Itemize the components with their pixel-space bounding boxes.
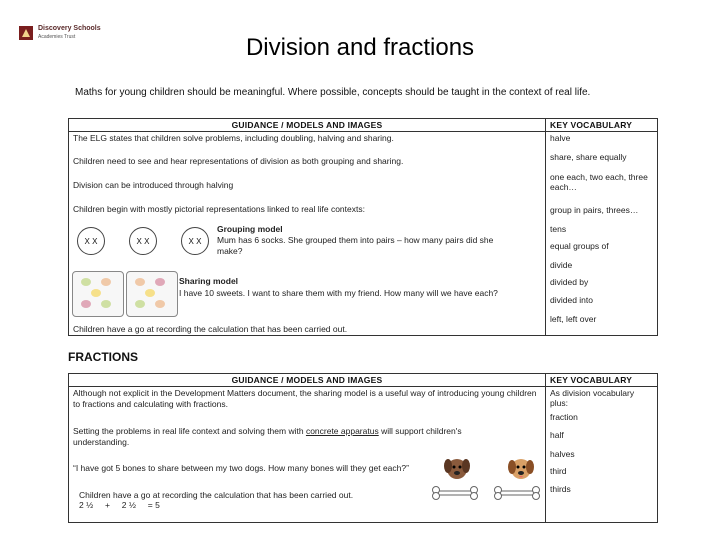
sweet (81, 278, 91, 286)
bone-icon (493, 486, 541, 500)
vocab-item: halves (550, 449, 575, 459)
division-table (68, 118, 658, 336)
guidance-line: Children need to see and hear representations of division as both grouping and sharing. (73, 156, 404, 166)
sweet (81, 300, 91, 308)
sharing-text: I have 10 sweets. I want to share them with my friend. How many will we have each? (179, 288, 498, 298)
vocab-item: equal groups of (550, 241, 609, 251)
sweet (155, 300, 165, 308)
grouping-title: Grouping model (217, 224, 283, 234)
sweets-plate (72, 271, 124, 317)
sharing-title: Sharing model (179, 276, 239, 286)
vocab-item: left, left over (550, 314, 597, 324)
vocab-item: third (550, 466, 567, 476)
vocab-item: divided by (550, 277, 589, 287)
concrete-apparatus-text: concrete apparatus (305, 426, 379, 436)
bone-icon (431, 486, 479, 500)
vocab-item: share, share equally (550, 152, 627, 162)
fraction-calculation: 2 ½ + 2 ½ = 5 (79, 500, 160, 510)
guidance-line: Division can be introduced through halving (73, 180, 234, 190)
fractions-line-part: will support children's understanding. (73, 426, 462, 447)
sweet (101, 278, 111, 286)
closing-line: Children have a go at recording the calculation that has been carried out. (73, 324, 348, 334)
vocab-header: KEY VOCABULARY (546, 374, 657, 387)
bones-quote: “I have got 5 bones to share between my two dogs. How many bones will they get each?” (73, 463, 409, 473)
fractions-vocab-column (546, 374, 657, 522)
sweet (91, 289, 101, 297)
fractions-table (68, 373, 658, 523)
sweets-plate (126, 271, 178, 317)
dog-icon (507, 456, 535, 482)
vocab-item: thirds (550, 484, 571, 494)
vocab-item: As division vocabulary plus: (550, 388, 635, 408)
guidance-header: GUIDANCE / MODELS AND IMAGES (69, 374, 545, 387)
logo-subtitle: Academies Trust (38, 34, 76, 40)
sock-pair-circle: X X (77, 227, 105, 255)
fractions-line: Although not explicit in the Development Matters document, the sharing model is a useful way of introducing young children to fractions and calculating with fractions. (73, 388, 537, 409)
fractions-line (73, 426, 513, 448)
vocab-item: half (550, 430, 564, 440)
sweet (135, 300, 145, 308)
vocab-item: divide (550, 260, 573, 270)
logo-name: Discovery Schools (38, 25, 101, 32)
guidance-line: The ELG states that children solve problems, including doubling, halving and sharing. (73, 133, 394, 143)
vocab-item: fraction (550, 412, 578, 422)
fractions-line-part: Setting the problems in real life context and solving them with (73, 426, 306, 436)
vocab-item: halve (550, 133, 571, 143)
vocab-header: KEY VOCABULARY (546, 119, 657, 132)
guidance-header: GUIDANCE / MODELS AND IMAGES (69, 119, 545, 132)
dog-icon (443, 456, 471, 482)
vocab-item: one each, two each, three each… (550, 172, 648, 192)
grouping-text: Mum has 6 socks. She grouped them into pairs – how many pairs did she make? (217, 235, 494, 256)
vocab-item: tens (550, 224, 567, 234)
sweet (155, 278, 165, 286)
vocab-item: divided into (550, 295, 594, 305)
sock-pair-circle: X X (181, 227, 209, 255)
guidance-line: Children begin with mostly pictorial representations linked to real life contexts: (73, 204, 365, 214)
fractions-heading: FRACTIONS (68, 350, 138, 364)
division-guidance-column (69, 119, 546, 335)
sweet (145, 289, 155, 297)
closing-line: Children have a go at recording the calculation that has been carried out. (79, 490, 354, 500)
vocab-item: group in pairs, threes… (550, 205, 639, 215)
page-title: Division and fractions (245, 34, 475, 61)
fractions-guidance-column (69, 374, 546, 522)
division-vocab-column (546, 119, 657, 335)
intro-text: Maths for young children should be meaningful. Where possible, concepts should be taught in the context of real life. (75, 87, 591, 98)
sweet (135, 278, 145, 286)
sweet (101, 300, 111, 308)
sock-pair-circle: X X (129, 227, 157, 255)
